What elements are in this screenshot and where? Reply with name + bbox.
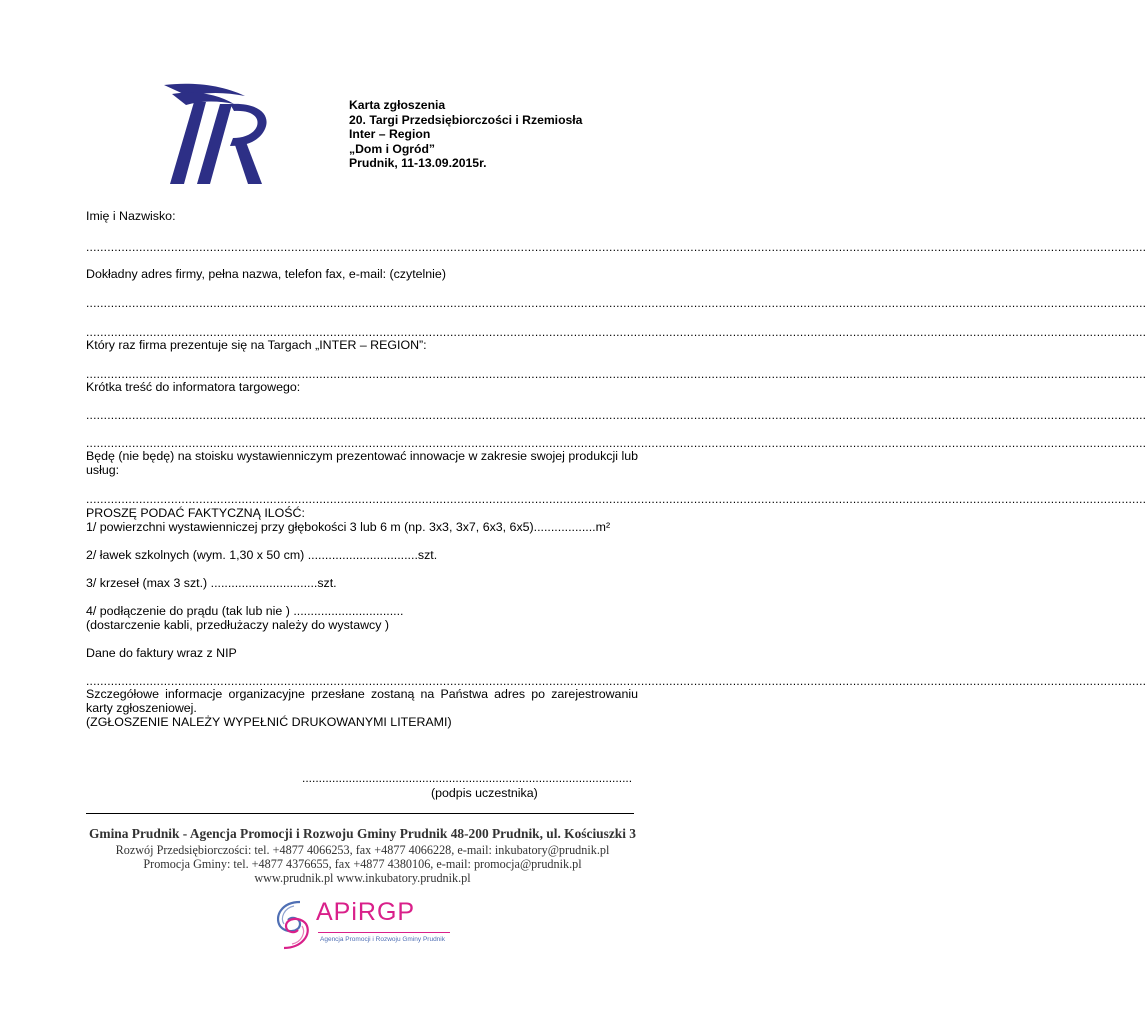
item-chairs: 3/ krzeseł (max 3 szt.) ...............................szt.	[86, 576, 337, 590]
item-power: 4/ podłączenie do prądu (tak lub nie ) ................................	[86, 604, 404, 618]
quantity-heading: PROSZĘ PODAĆ FAKTYCZNĄ ILOŚĆ:	[86, 506, 305, 520]
header-line: Inter – Region	[349, 127, 431, 142]
info-text: Szczegółowe informacje organizacyjne przesłane zostaną na Państwa adres po zarejestrowaniu karty zgłoszeniowej.	[86, 687, 638, 715]
footer-contact-promotion: Promocja Gminy: tel. +4877 4376655, fax +4877 4380106, e-mail: promocja@prudnik.pl	[143, 857, 582, 871]
footer-contact-business: Rozwój Przedsiębiorczości: tel. +4877 4066253, fax +4877 4066228, e-mail: inkubatory@prudnik.pl	[115, 843, 610, 857]
apirgp-logo	[270, 898, 470, 954]
address-label: Dokładny adres firmy, pełna nazwa, telefon fax, e-mail: (czytelnie)	[86, 267, 446, 281]
signature-field[interactable]: ...................................................................................................	[302, 771, 633, 785]
invoice-field[interactable]: ............................................................................................................................................................................................................................................................................................................	[86, 674, 1146, 688]
header-line: 20. Targi Przedsiębiorczości i Rzemiosła	[349, 112, 583, 127]
item-area: 1/ powierzchni wystawienniczej przy głębokości 3 lub 6 m (np. 3x3, 3x7, 6x3, 6x5)..................m²	[86, 520, 611, 534]
times-label: Który raz firma prezentuje się na Targach „INTER – REGION”:	[86, 338, 427, 352]
footer-divider	[86, 813, 634, 814]
apirgp-wordmark: APiRGP	[316, 898, 416, 926]
logo-underline	[318, 932, 450, 933]
footer-websites: www.prudnik.pl www.inkubatory.prudnik.pl	[254, 871, 471, 885]
summary-label: Krótka treść do informatora targowego:	[86, 380, 301, 394]
innovation-text: Będę (nie będę) na stoisku wystawienniczym prezentować innowacje w zakresie swojej produkcji lub usług:	[86, 449, 638, 477]
event-header	[349, 98, 582, 171]
header-line: Prudnik, 11-13.09.2015r.	[349, 156, 487, 171]
summary-field-1[interactable]: ............................................................................................................................................................................................................................................................................................................	[86, 408, 1146, 422]
item-benches: 2/ ławek szkolnych (wym. 1,30 x 50 cm) ................................szt.	[86, 548, 438, 562]
signature-label: (podpis uczestnika)	[431, 786, 538, 800]
name-field[interactable]: ............................................................................................................................................................................................................................................................................................................	[86, 240, 1146, 254]
summary-field-2[interactable]: ............................................................................................................................................................................................................................................................................................................	[86, 436, 1146, 450]
address-field-1[interactable]: ............................................................................................................................................................................................................................................................................................................	[86, 296, 1146, 310]
address-field-2[interactable]: ............................................................................................................................................................................................................................................................................................................	[86, 325, 1146, 339]
ir-logo	[150, 80, 280, 190]
swirl-icon	[270, 898, 316, 952]
name-label: Imię i Nazwisko:	[86, 209, 176, 223]
item-power-note: (dostarczenie kabli, przedłużaczy należy do wystawcy )	[86, 618, 390, 632]
times-field[interactable]: ............................................................................................................................................................................................................................................................................................................	[86, 367, 1146, 381]
apirgp-tagline: Agencja Promocji i Rozwoju Gminy Prudnik	[320, 936, 445, 943]
footer-title: Gmina Prudnik - Agencja Promocji i Rozwoju Gminy Prudnik 48-200 Prudnik, ul. Kościuszki 3	[89, 826, 636, 841]
innovation-field[interactable]: ............................................................................................................................................................................................................................................................................................................	[86, 492, 1146, 506]
header-line: „Dom i Ogród”	[349, 141, 435, 156]
header-line: Karta zgłoszenia	[349, 98, 446, 112]
invoice-label: Dane do faktury wraz z NIP	[86, 646, 237, 660]
caps-note: (ZGŁOSZENIE NALEŻY WYPEŁNIĆ DRUKOWANYMI LITERAMI)	[86, 715, 452, 729]
